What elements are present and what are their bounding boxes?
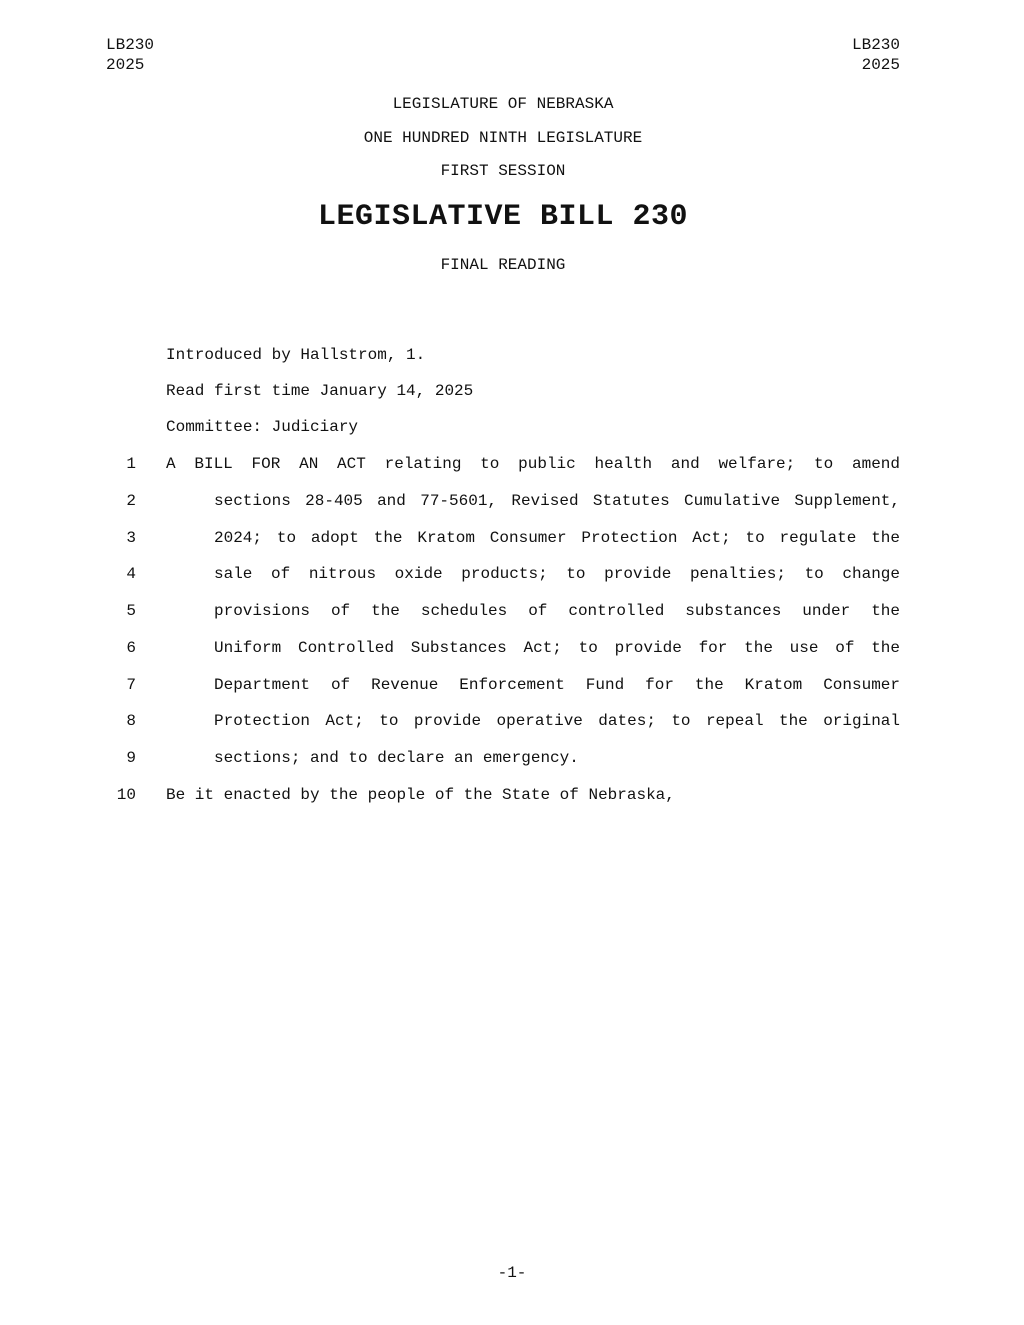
- bill-number-left: LB230: [106, 36, 155, 54]
- bill-line: [0, 749, 1024, 773]
- bill-number-right: LB230: [851, 36, 900, 54]
- line-text: Department of Revenue Enforcement Fund for the Kratom Consumer: [214, 676, 900, 694]
- line-number: 8: [126, 712, 136, 730]
- line-text: Uniform Controlled Substances Act; to provide for the use of the: [214, 639, 900, 657]
- committee: Committee: Judiciary: [166, 418, 359, 436]
- bill-line: [0, 712, 1024, 736]
- session-number-heading: ONE HUNDRED NINTH LEGISLATURE: [363, 129, 643, 147]
- line-number: 10: [116, 786, 136, 804]
- line-number: 7: [126, 676, 136, 694]
- line-number: 1: [126, 455, 136, 473]
- line-text: provisions of the schedules of controlled substances under the: [214, 602, 900, 620]
- bill-line: [0, 492, 1024, 516]
- line-number: 3: [126, 529, 136, 547]
- line-number: 4: [126, 565, 136, 583]
- header-right: [852, 35, 900, 75]
- page-number: -1-: [497, 1264, 527, 1282]
- bill-line: [0, 455, 1024, 479]
- bill-year-right: 2025: [861, 56, 900, 74]
- bill-title: LEGISLATIVE BILL 230: [317, 200, 689, 234]
- line-number: 2: [126, 492, 136, 510]
- read-first-time: Read first time January 14, 2025: [166, 382, 474, 400]
- legislature-heading: LEGISLATURE OF NEBRASKA: [392, 95, 614, 113]
- line-number: 6: [126, 639, 136, 657]
- line-text: Be it enacted by the people of the State of Nebraska,: [166, 786, 675, 804]
- line-text: A BILL FOR AN ACT relating to public health and welfare; to amend: [166, 455, 900, 473]
- reading-status: FINAL READING: [440, 256, 566, 274]
- line-number: 9: [126, 749, 136, 767]
- bill-line: [0, 786, 1024, 810]
- line-number: 5: [126, 602, 136, 620]
- bill-year-left: 2025: [106, 56, 145, 74]
- line-text: sale of nitrous oxide products; to provide penalties; to change: [214, 565, 900, 583]
- header-left: [106, 35, 154, 75]
- line-text: sections 28-405 and 77-5601, Revised Statutes Cumulative Supplement,: [214, 492, 900, 510]
- session-heading: FIRST SESSION: [440, 162, 566, 180]
- bill-line: [0, 529, 1024, 553]
- line-text: 2024; to adopt the Kratom Consumer Protection Act; to regulate the: [214, 529, 900, 547]
- line-text: Protection Act; to provide operative dates; to repeal the original: [214, 712, 900, 730]
- line-text: sections; and to declare an emergency.: [214, 749, 579, 767]
- introduced-by: Introduced by Hallstrom, 1.: [166, 346, 426, 364]
- bill-line: [0, 639, 1024, 663]
- bill-line: [0, 676, 1024, 700]
- bill-line: [0, 602, 1024, 626]
- bill-line: [0, 565, 1024, 589]
